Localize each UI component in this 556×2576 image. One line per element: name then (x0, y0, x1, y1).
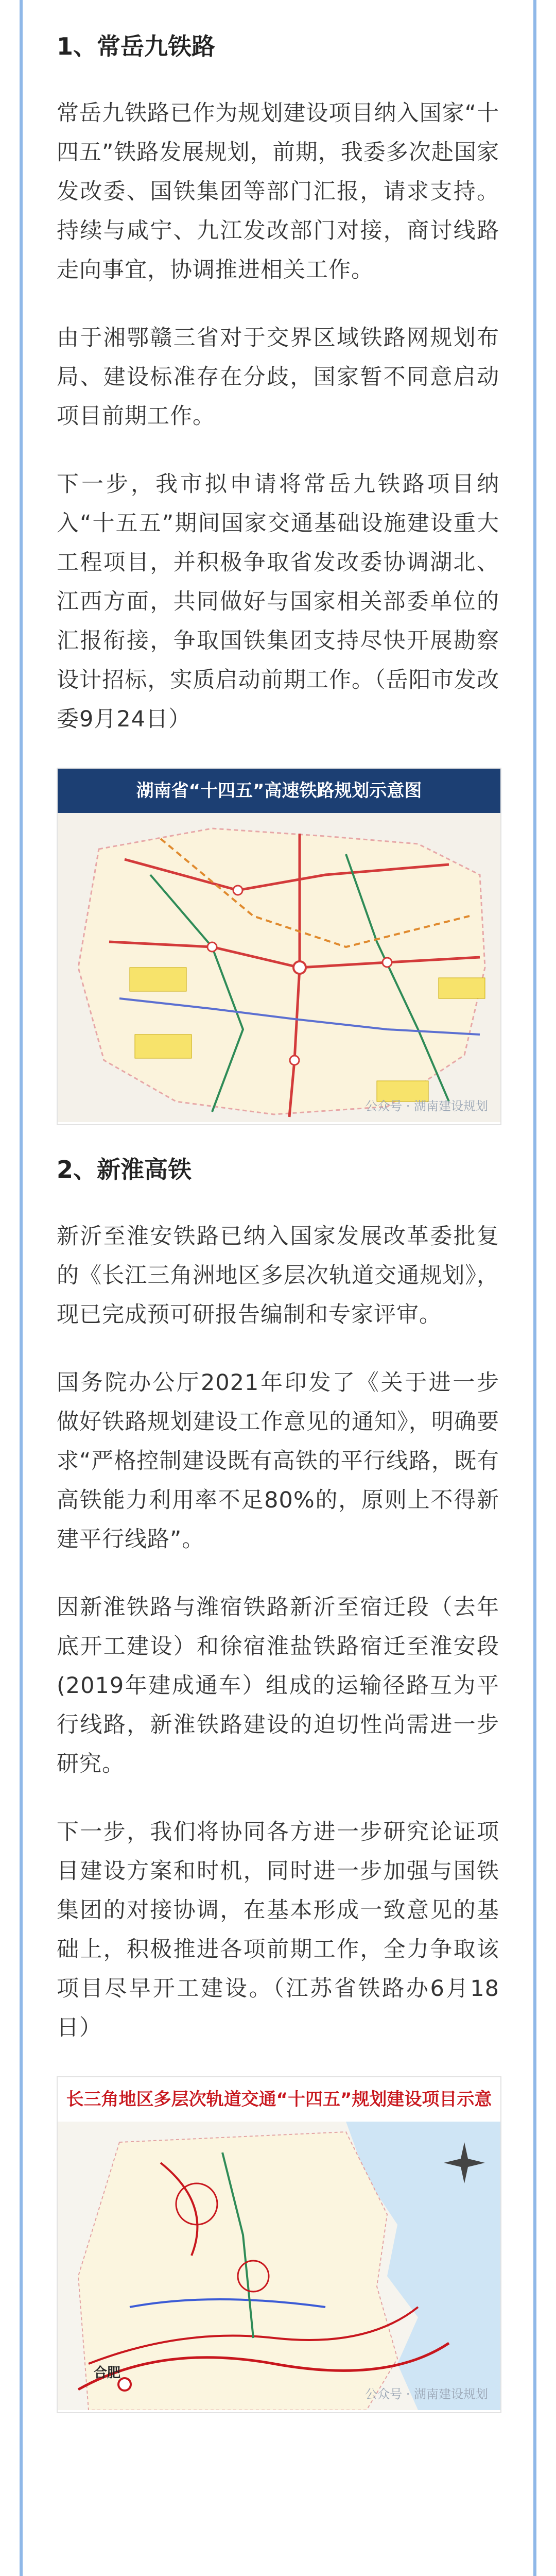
hunan-rail-map-figure (57, 768, 501, 1125)
paragraph: 新沂至淮安铁路已纳入国家发展改革委批复的《长江三角洲地区多层次轨道交通规划》，现已完成预可研报告编制和专家评审。 (57, 1224, 499, 1328)
yangtze-delta-map-graphic (58, 2122, 500, 2410)
map-title: 长三角地区多层次轨道交通“十四五”规划建设项目示意 (58, 2077, 500, 2122)
left-border-rail (20, 0, 23, 2576)
paragraph: 常岳九铁路已作为规划建设项目纳入国家“十四五”铁路发展规划，前期，我委多次赴国家发改委、国铁集团等部门汇报，请求支持。持续与咸宁、九江发改部门对接，商讨线路走向事宜，协调推进相关工作。 (57, 100, 499, 283)
yangtze-delta-rail-map-figure (57, 2076, 501, 2413)
paragraph: 由于湘鄂赣三省对于交界区域铁路网规划布局、建设标准存在分歧，国家暂不同意启动项目前期工作。 (57, 325, 499, 429)
right-border-rail (533, 0, 536, 2576)
map-image (58, 813, 500, 1124)
paragraph: 因新淮铁路与潍宿铁路新沂至宿迁段（去年底开工建设）和徐宿淮盐铁路宿迁至淮安段(2019年建成通车）组成的运输径路互为平行线路，新淮铁路建设的迫切性尚需进一步研究。 (57, 1595, 499, 1777)
map-watermark: 公众号 · 湖南建设规划 (365, 1099, 488, 1113)
map-image (58, 2122, 500, 2412)
paragraph: 下一步，我市拟申请将常岳九铁路项目纳入“十五五”期间国家交通基础设施建设重大工程项目，并积极争取省发改委协调湖北、江西方面，共同做好与国家相关部委单位的汇报衔接，争取国铁集团支持尽快开展勘察设计招标，实质启动前期工作。（岳阳市发改委9月24日） (57, 471, 499, 732)
article-content (57, 31, 499, 2442)
section-heading-changyuejiu: 1、常岳九铁路 (57, 32, 216, 60)
map-title: 湖南省“十四五”高速铁路规划示意图 (58, 769, 500, 813)
paragraph: 下一步，我们将协同各方进一步研究论证项目建设方案和时机，同时进一步加强与国铁集团的对接协调，在基本形成一致意见的基础上，积极推进各项前期工作，全力争取该项目尽早开工建设。（江苏省铁路办6月18日） (57, 1819, 499, 2041)
map-watermark: 公众号 · 湖南建设规划 (365, 2387, 488, 2401)
hunan-map-graphic (58, 813, 500, 1122)
paragraph: 国务院办公厅2021年印发了《关于进一步做好铁路规划建设工作意见的通知》，明确要求“严格控制建设既有高铁的平行线路，既有高铁能力利用率不足80%的，原则上不得新建平行线路”。 (57, 1370, 499, 1552)
map-city-label: 合肥 (94, 2365, 121, 2381)
section-heading-xinhuai: 2、新淮高铁 (57, 1156, 192, 1183)
